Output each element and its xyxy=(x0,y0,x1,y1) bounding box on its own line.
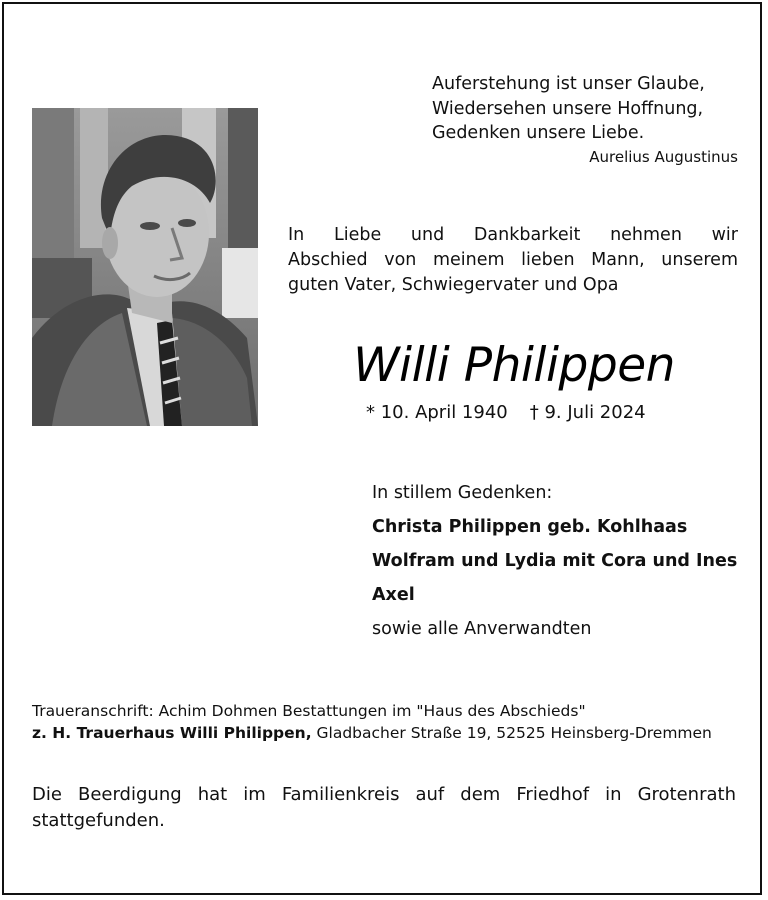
intro-line: In Liebe und Dankbarkeit nehmen wir xyxy=(288,225,738,245)
mourners-heading: In stillem Gedenken: xyxy=(372,483,553,503)
intro-text xyxy=(288,223,738,298)
address-line-2 xyxy=(32,722,712,744)
death-date: † 9. Juli 2024 xyxy=(529,402,646,423)
mourning-address xyxy=(32,700,712,744)
intro-line: guten Vater, Schwiegervater und Opa xyxy=(288,275,619,295)
funeral-line-2: stattgefunden. xyxy=(32,810,165,831)
portrait-photo xyxy=(32,108,258,426)
quote-line: Wiedersehen unsere Hoffnung, xyxy=(432,98,704,119)
mourner-name: Axel xyxy=(372,585,415,605)
quote-line: Auferstehung ist unser Glaube, xyxy=(432,74,705,94)
quote-line: Gedenken unsere Liebe. xyxy=(432,123,645,143)
intro-line: Abschied von meinem lieben Mann, unserem xyxy=(288,250,738,270)
portrait-image xyxy=(32,108,258,426)
mourners-block xyxy=(372,481,737,651)
birth-date: * 10. April 1940 xyxy=(366,402,508,423)
mourner-name: Wolfram und Lydia mit Cora und Ines xyxy=(372,551,738,571)
address-street: Gladbacher Straße 19, 52525 Heinsberg-Dremmen xyxy=(311,724,712,742)
life-dates xyxy=(366,402,646,423)
funeral-notice xyxy=(32,782,736,834)
quote-block xyxy=(432,72,738,146)
address-line-1: Traueranschrift: Achim Dohmen Bestattungen im "Haus des Abschieds" xyxy=(32,702,586,720)
address-recipient: z. H. Trauerhaus Willi Philippen, xyxy=(32,724,312,742)
quote-author: Aurelius Augustinus xyxy=(589,148,738,166)
mourners-closing: sowie alle Anverwandten xyxy=(372,619,592,639)
deceased-name: Willi Philippen xyxy=(353,338,675,393)
funeral-line-1: Die Beerdigung hat im Familienkreis auf dem Friedhof in Grotenrath xyxy=(32,784,736,805)
mourner-name: Christa Philippen geb. Kohlhaas xyxy=(372,517,688,537)
